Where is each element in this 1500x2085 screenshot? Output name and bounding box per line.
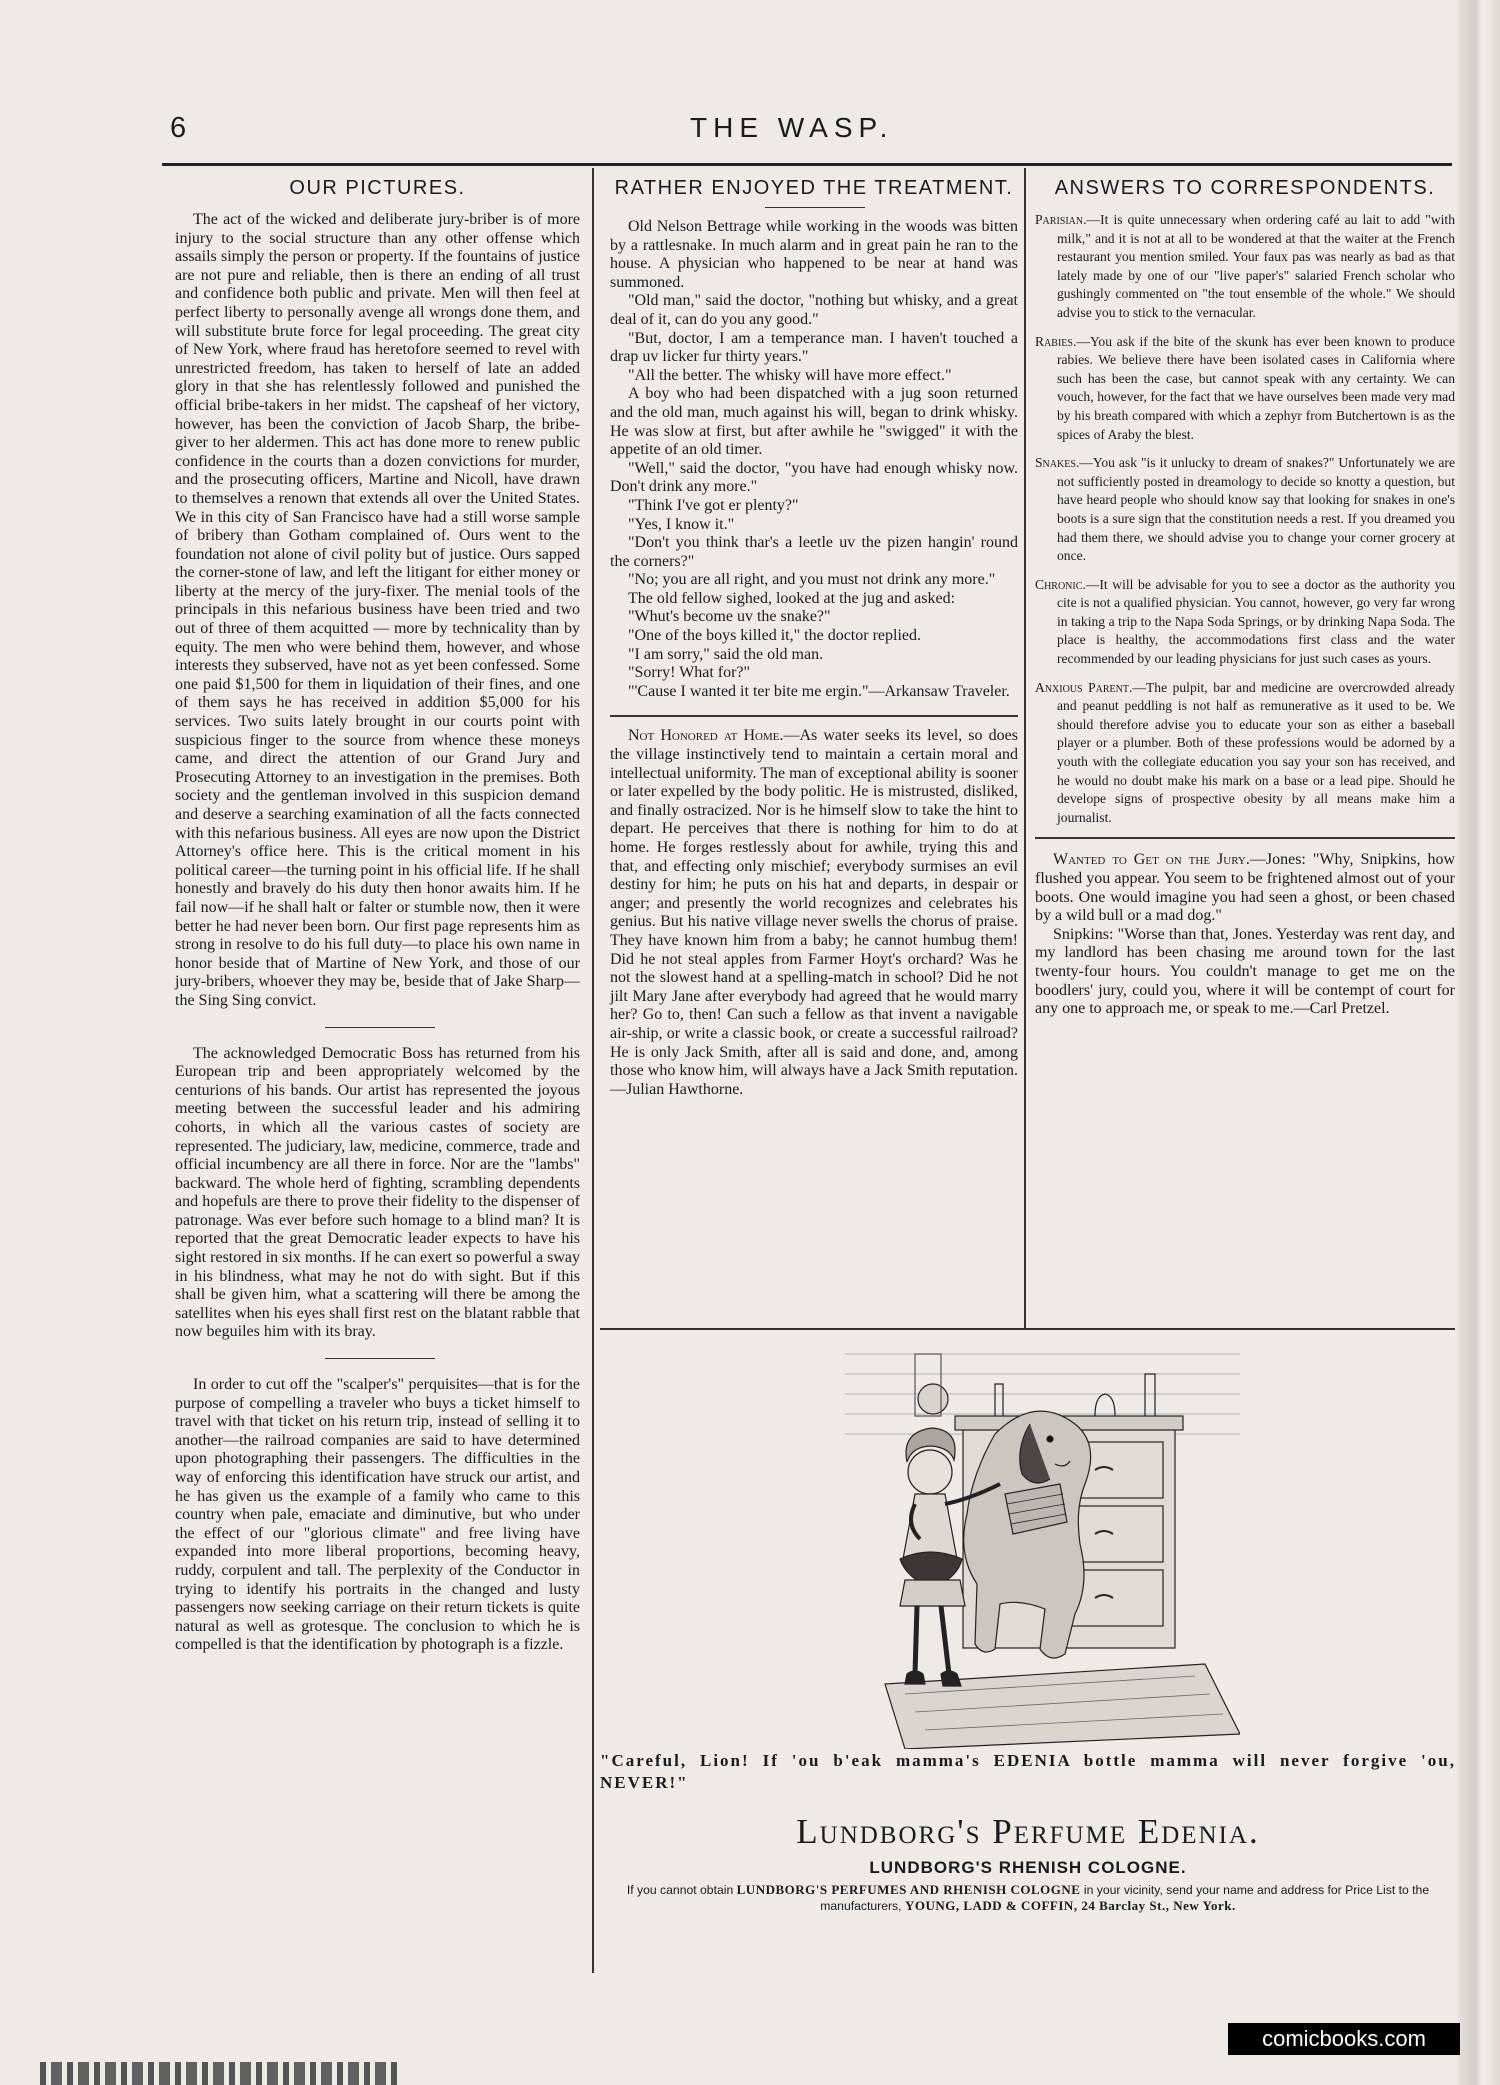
not-honored-text: —As water seeks its level, so does the village instinctively tend to maintain a certain moral and intellectual uniformity. The man of exceptional ability is sooner or later expelled by the body politic. He is mistrusted, disliked, and finally ostracized. Nor is he himself slow to take the hint to depart. He perceives that there is nothing for him to do at home. He forges restlessly about for awhile, trying this and that, and effecting only mischief; everybody surmises an evil destiny for him; he puts on his hat and departs, in despair or anger; and presently the world recognizes and celebrates his genius. But his native village never swells the chorus of praise. They have known him from a baby; he cannot humbug them! Did he not steal apples from Farmer Hoyt's orchard? Was he not the slowest hand at a spelling-match in school? Did he not jilt Mary Jane after everybody had agreed that he would marry her? Go to, then! Can such a fellow as that invent a navigable air-ship, or write a classic book, or create a successful railroad? He is only Jack Smith, after all is said and done, and, among those who know him, will always have a Jack Smith reputation.—Julian Hawthorne. xyxy=(610,727,1019,1098)
story-paragraph: "Sorry! What for?" xyxy=(628,664,751,682)
watermark-logo: comicbooks.com xyxy=(1228,2023,1460,2055)
fine-print-a: If you cannot obtain xyxy=(626,1883,734,1897)
story-paragraph: "Whut's become uv the snake?" xyxy=(628,608,831,626)
answer-text: —You ask if the bite of the skunk has ever been known to produce rabies. We believe there have been isolated cases in California where such has been the case, but cannot speak with any certainty. We can vouch, however, for the fact that we have ourselves been made very mad by his breath compared with which a zephyr from Butchertown is as the spices of Araby the blest. xyxy=(1057,333,1455,442)
story-paragraph: "Well," said the doctor, "you have had enough whisky now. Don't drink any more." xyxy=(610,459,1018,496)
answer-term: Snakes. xyxy=(1035,455,1080,471)
jury-lead: Wanted to Get on the Jury. xyxy=(1053,851,1250,869)
jury-text: —Jones: "Why, Snipkins, how flushed you appear. You seem to be frightened almost out of your boots. One would imagine you had seen a ghost, or been chased by a wild bull or a mad dog." xyxy=(1035,851,1455,925)
fine-print-d: YOUNG, LADD & COFFIN, 24 Barclay St., New York. xyxy=(904,1898,1236,1913)
girl-and-dog-illustration xyxy=(845,1344,1240,1749)
page-number: 6 xyxy=(170,112,189,144)
jury-paragraph xyxy=(1035,851,1455,925)
answer-term: Chronic. xyxy=(1035,576,1086,592)
section-divider xyxy=(175,1342,580,1376)
section-divider xyxy=(175,1011,580,1045)
story-paragraph: "I am sorry," said the old man. xyxy=(628,645,824,663)
page-binding-edge xyxy=(1458,0,1500,2085)
section-rule xyxy=(610,715,1018,717)
answer-term: Anxious Parent. xyxy=(1035,679,1133,695)
edenia-advertisement xyxy=(600,1336,1456,1976)
answer-text: —The pulpit, bar and medicine are overcrowded already and peanut peddling is not half as remunerative as it used to be. We should therefore advise you to educate your son as either a baseball player or a plumber. Both of these professions would be adorned by a youth with the collegiate education you say your son has received, and he would no doubt make his mark on a base or a lead pipe. Should he develope signs of prospective obesity by all means make him a journalist. xyxy=(1057,679,1455,825)
article-paragraph: In order to cut off the "scalper's" perquisites—that is for the purpose of compelling a traveler who buys a ticket himself to travel with that ticket on his return trip, instead of selling it to another—the railroad companies are said to have determined upon photographing their passengers. The difficulties in the way of enforcing this identification have struck our artist, and he has given us the example of a family who came to this country when pale, emaciate and diminutive, but who under the effect of our "glorious climate" and free living have expanded into more liberal proportions, becoming heavy, ruddy, corpulent and tall. The perplexity of the Conductor in trying to identify his portraits in the changed and lusty passengers now seeking carriage on their return tickets is quite natural as well as grotesque. The conclusion to which he is compelled is that the identification by photograph is a fizzle. xyxy=(175,1376,580,1654)
column-answers xyxy=(1035,177,1455,1332)
answer-item xyxy=(1035,576,1455,669)
heading-divider xyxy=(765,207,865,208)
answer-text: —It is quite unnecessary when ordering café au lait to add "with milk," and it is not at all to be wondered at that the waiter at the French restaurant you mention smiled. Your faux pas was nearly as bad as that lately made by one of our "live paper's" salaried French scholar who gushingly commented on "the tout ensemble of the whole." We should advise you to stick to the vernacular. xyxy=(1057,212,1455,320)
story-paragraph: A boy who had been dispatched with a jug soon returned and the old man, much against his will, began to drink whisky. He was slow at first, but after awhile he "swigged" it with the appetite of an old timer. xyxy=(610,385,1018,459)
column-our-pictures xyxy=(175,177,580,1977)
header-rule xyxy=(162,163,1452,166)
next-page-fragment xyxy=(40,2062,400,2085)
article-paragraph: The act of the wicked and deliberate jury-briber is of more injury to the social structure than any other offense which assails simply the person or property. If the fountains of justice are not pure and reliable, then is there an ending of all trust and confidence both public and private. Men will then feel at perfect liberty to personally avenge all wrongs done them, and will substitute brute force for legal proceeding. The great city of New York, where fraud has heretofore seemed to revel with unrestricted freedom, has taken to herself of late an added glory in that she has relentlessly followed and punished the official bribe-takers in her midst. The capsheaf of her victory, however, has been the conviction of Jacob Sharp, the bribe-giver to her aldermen. This act has done more to renew public confidence in the courts than a dozen convictions for murder, and the prosecuting officers, Martine and Nicoll, have drawn to themselves a renown that extends all over the United States. We in this city of San Francisco have had a still worse sample of bribery than Gotham complained of. Ours went to the foundation not alone of civil polity but of justice. Ours sapped the corner-stone of law, and left the litigant for either money or liberty at the mercy of the jury-fixer. The menial tools of the principals in this nefarious business have been tried and two out of three of them acquitted — more by technicality than by equity. The men who were behind them, however, and whose interests they subserved, have not as yet been confessed. Some one paid $1,500 for them in liquidation of their fines, and one of them says he has received in addition $5,000 for his services. Two suits lately brought in our courts point with suspicious finger to the source from whence these moneys came, and direct the attention of our Grand Jury and Prosecuting Attorney to an investigation in the premises. Both society and the gentleman involved in this suspicion demand and deserve a searching examination of all the facts connected with this nefarious business. All eyes are now upon the District Attorney's office here. This is the critical moment in his political career—the turning point in his official life. If he shall honestly and bravely do his duty then honor awaits him. If he fail now—if he shall halt or falter or stumble now, then it were better he had never been born. Our first page represents him as strong in resolve to do his full duty—to place his own name in honor beside that of Martine of New York, and those of our jury-bribers, whoever they may be, beside that of Jake Sharp—the Sing Sing convict. xyxy=(175,211,580,1009)
fine-print-c: in your vicinity, send your name and address for Price List to the manufacturers, xyxy=(820,1883,1430,1913)
section-rule xyxy=(1035,837,1455,839)
masthead-title: THE WASP. xyxy=(690,112,894,143)
answer-item xyxy=(1035,333,1455,445)
story-paragraph: The old fellow sighed, looked at the jug and asked: xyxy=(628,589,956,607)
answer-text: —It will be advisable for you to see a doctor as the authority you cite is not a qualified physician. You cannot, however, go very far wrong in taking a trip to the Napa Soda Springs, or by drinking Napa Soda. The place is healthy, the accommodations first class and the water recommended by our leading physicians for just such cases as yours. xyxy=(1057,576,1455,667)
column-rule-2 xyxy=(1024,168,1026,1328)
answers-heading: ANSWERS TO CORRESPONDENTS. xyxy=(1054,177,1436,199)
our-pictures-heading: OUR PICTURES. xyxy=(289,177,466,199)
not-honored-lead: Not Honored at Home. xyxy=(628,727,784,745)
story-paragraph: "Don't you think thar's a leetle uv the pizen hangin' round the corners?" xyxy=(610,534,1018,570)
article-paragraph: The acknowledged Democratic Boss has returned from his European trip and been appropriately welcomed by the centurions of his bands. Our artist has represented the joyous meeting between the successful leader and his admiring cohorts, in which all the various castes of society are represented. The judiciary, law, medicine, commerce, trade and official incumbency are all there in force. Nor are the "lambs" backward. The whole herd of fighting, scrambling dependents and hopefuls are there to prove their fidelity to the dispenser of patronage. Was ever before such homage to a blind man? It is reported that the great Democratic leader expects to have his sight restored in six months. If he can exert so powerful a sway in his blindness, what may he not do with sight. But if this shall be given him, what a scattering will there be among the satellites when his eyes shall first rest on the blatant rabble that now beguiles him with its bray. xyxy=(175,1044,580,1341)
answer-item xyxy=(1035,211,1455,323)
ad-cologne-name: LUNDBORG'S RHENISH COLOGNE. xyxy=(869,1858,1187,1877)
story-paragraph: "But, doctor, I am a temperance man. I haven't touched a drap uv licker fur thirty years." xyxy=(610,329,1018,366)
answer-term: Parisian. xyxy=(1035,212,1087,227)
answers-list xyxy=(1035,211,1455,827)
answer-item xyxy=(1035,454,1455,566)
ad-perfume-name: Lundborg's Perfume Edenia. xyxy=(796,1812,1260,1851)
story-paragraph: "'Cause I wanted it ter bite me ergin."—Arkansaw Traveler. xyxy=(628,682,1010,700)
fine-print-b: LUNDBORG'S PERFUMES AND RHENISH COLOGNE xyxy=(736,1882,1081,1897)
ad-caption: "Careful, Lion! If 'ou b'eak mamma's EDENIA bottle mamma will never forgive 'ou, NEVER!" xyxy=(600,1751,1456,1792)
column-rather-enjoyed xyxy=(610,177,1018,1332)
answer-item xyxy=(1035,679,1455,828)
answer-text: —You ask "is it unlucky to dream of snakes?" Unfortunately we are not sufficiently posted in dreamology to decide so knotty a question, but have heard people who should know say that looking for snakes in one's boots is a sure sign that the constitution needs a rest. If you dreamed you had them there, we should advise you to change your corner grocery at once. xyxy=(1057,455,1455,564)
story-paragraph: "One of the boys killed it," the doctor replied. xyxy=(628,627,921,645)
story-paragraph: "Old man," said the doctor, "nothing but whisky, and a great deal of it, can do you any good." xyxy=(610,292,1018,328)
story-paragraph: Old Nelson Bettrage while working in the woods was bitten by a rattlesnake. In much alarm and in great pain he ran to the house. A physician who happened to be near at hand was summoned. xyxy=(610,218,1018,291)
story-paragraph: "All the better. The whisky will have more effect." xyxy=(628,366,952,384)
story-paragraph: "Yes, I know it." xyxy=(628,515,735,533)
answer-term: Rabies. xyxy=(1035,333,1077,349)
story-paragraph: "No; you are all right, and you must not drink any more." xyxy=(628,571,996,589)
rather-enjoyed-heading: RATHER ENJOYED THE TREATMENT. xyxy=(614,177,1014,199)
jury-paragraph: Snipkins: "Worse than that, Jones. Yesterday was rent day, and my landlord has been chasing me around town for the last twenty-four hours. You couldn't manage to get me on the boodlers' jury, could you, where it will be contempt of court for any one to approach me, or speak to me.—Carl Pretzel. xyxy=(1035,925,1455,1018)
column-rule-1 xyxy=(592,168,594,1973)
not-honored-paragraph xyxy=(610,727,1018,1099)
ad-fine-print xyxy=(600,1882,1456,1914)
story-paragraph: "Think I've got er plenty?" xyxy=(628,496,799,514)
